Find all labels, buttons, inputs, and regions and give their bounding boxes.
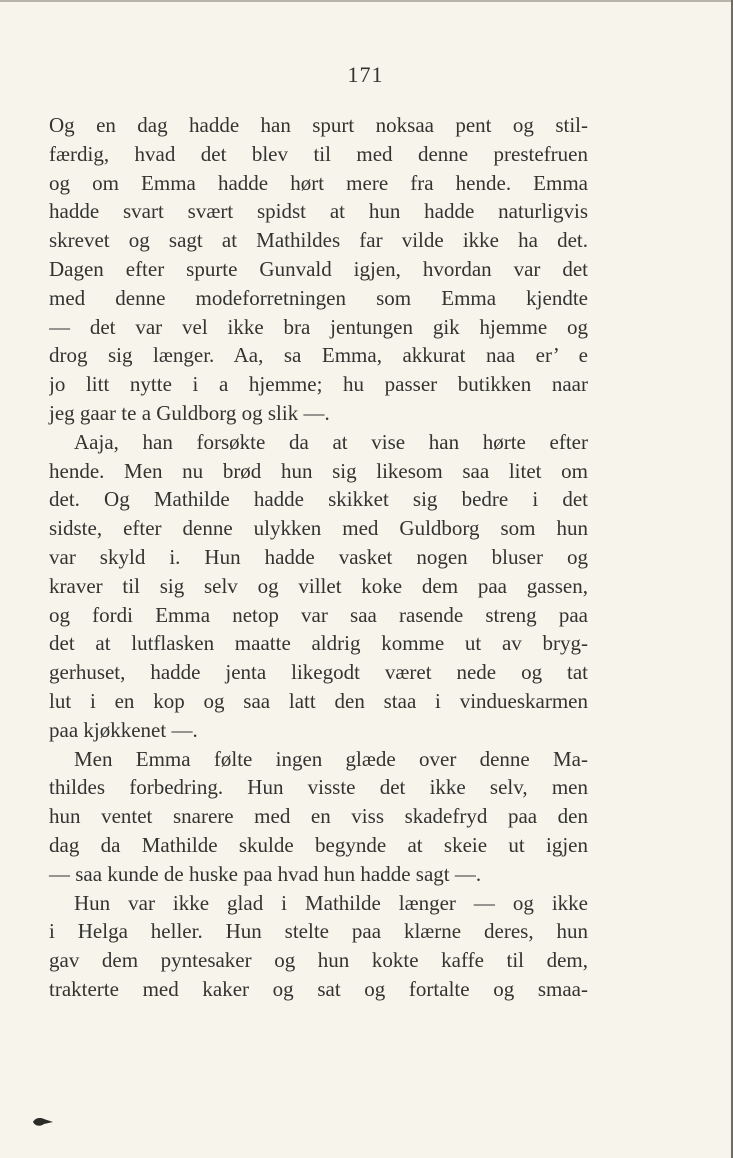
text-line: kraver til sig selv og villet koke dem paa gassen, (49, 573, 588, 598)
text-line: lut i en kop og saa latt den staa i vindueskarmen (49, 688, 588, 713)
text-line: thildes forbedring. Hun visste det ikke selv, men (49, 775, 588, 800)
text-line: hende. Men nu brød hun sig likesom saa litet om (49, 458, 588, 483)
text-line: var skyld i. Hun hadde vasket nogen bluser og (49, 544, 588, 569)
text-line: — det var vel ikke bra jentungen gik hjemme og (49, 314, 588, 339)
text-line: færdig, hvad det blev til med denne prestefruen (49, 141, 588, 166)
text-line: drog sig længer. Aa, sa Emma, akkurat naa er’ e (49, 343, 588, 368)
page-number: 171 (347, 62, 384, 87)
text-line: — saa kunde de huske paa hvad hun hadde sagt —. (49, 861, 482, 886)
text-line: gerhuset, hadde jenta likegodt været nede og tat (49, 660, 588, 685)
text-line: dag da Mathilde skulde begynde at skeie ut igjen (49, 832, 588, 857)
text-line: det. Og Mathilde hadde skikket sig bedre i det (49, 487, 588, 512)
text-line: skrevet og sagt at Mathildes far vilde ikke ha det. (49, 228, 588, 253)
pointing-hand-mark-icon (32, 1116, 54, 1128)
text-line: hun ventet snarere med en viss skadefryd paa den (49, 804, 588, 829)
text-line: og fordi Emma netop var saa rasende streng paa (49, 602, 588, 627)
text-line: jo litt nytte i a hjemme; hu passer butikken naar (49, 372, 588, 397)
text-line: det at lutflasken maatte aldrig komme ut av bryg- (49, 631, 588, 656)
text-line: Men Emma følte ingen glæde over denne Ma- (74, 746, 588, 771)
text-line: Dagen efter spurte Gunvald igjen, hvordan var det (49, 256, 588, 281)
text-line: og om Emma hadde hørt mere fra hende. Emma (49, 170, 588, 195)
text-line: Aaja, han forsøkte da at vise han hørte efter (74, 429, 588, 454)
body-text (49, 111, 588, 1004)
text-line: hadde svart svært spidst at hun hadde naturligvis (49, 199, 588, 224)
text-line: jeg gaar te a Guldborg og slik —. (49, 400, 330, 425)
text-line: med denne modeforretningen som Emma kjendte (49, 285, 588, 310)
text-line: sidste, efter denne ulykken med Guldborg som hun (49, 516, 588, 541)
text-line: trakterte med kaker og sat og fortalte og smaa- (49, 976, 588, 1001)
text-line: paa kjøkkenet —. (49, 717, 198, 742)
text-line: Hun var ikke glad i Mathilde længer — og ikke (74, 890, 588, 915)
text-line: Og en dag hadde han spurt noksaa pent og stil- (49, 113, 588, 137)
text-line: i Helga heller. Hun stelte paa klærne deres, hun (49, 919, 588, 944)
text-line: gav dem pyntesaker og hun kokte kaffe til dem, (49, 948, 588, 973)
